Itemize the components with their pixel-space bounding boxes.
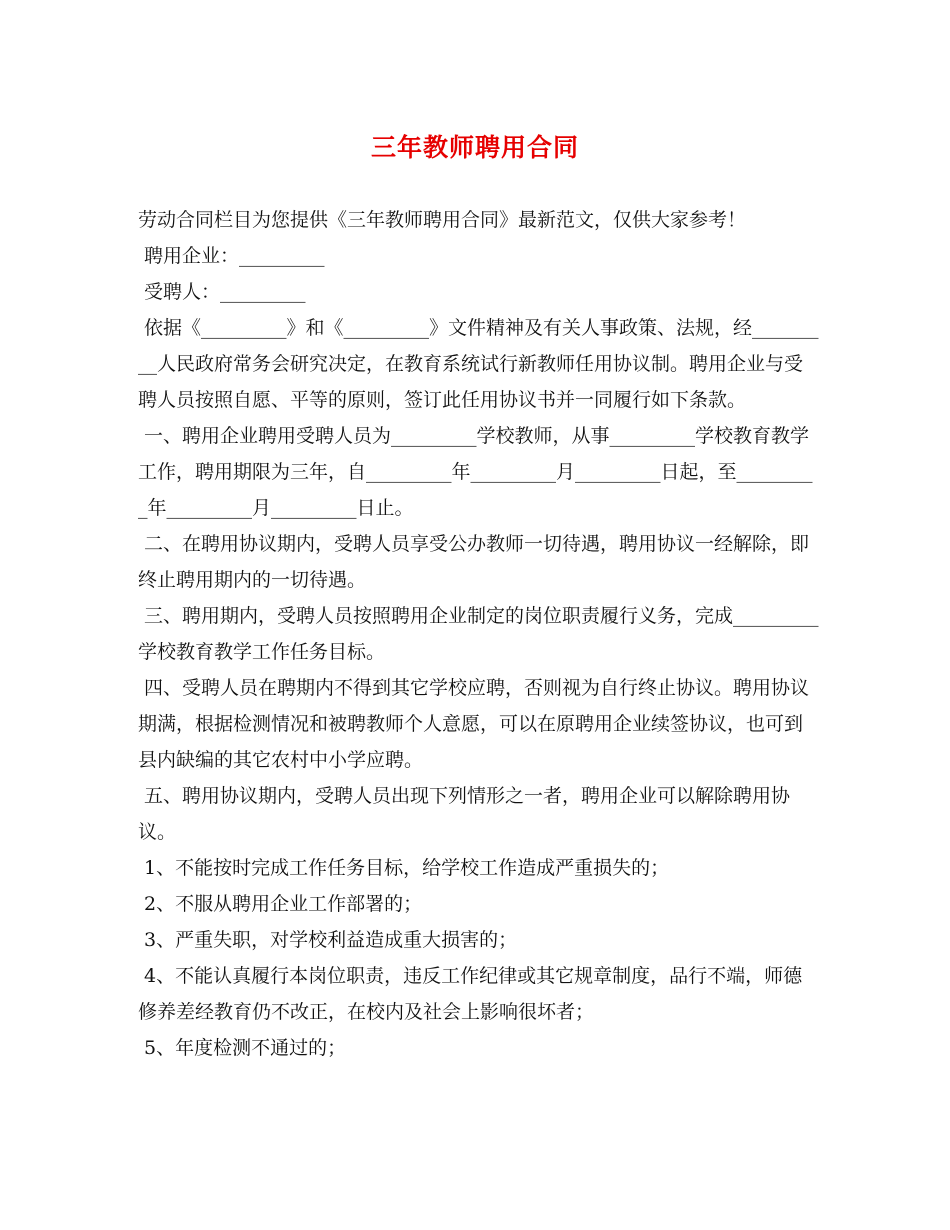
document-title: 三年教师聘用合同 — [370, 133, 579, 162]
list-item-3: 3、严重失职，对学校利益造成重大损害的； — [138, 929, 518, 951]
clause-1: 一、聘用企业聘用受聘人员为_________学校教师，从事_________学校教育教学工作，聘用期限为三年，自_________年_________月_________日起，至_________年_________月_________日止。 — [138, 425, 813, 519]
clause-4: 四、受聘人员在聘期内不得到其它学校应聘，否则视为自行终止协议。聘用协议期满，根据检测情况和被聘教师个人意愿，可以在原聘用企业续签协议，也可到县内缺编的其它农村中小学应聘。 — [138, 677, 810, 771]
paragraph-basis: 依据《_________》和《_________》文件精神及有关人事政策、法规，经_________人民政府常务会研究决定，在教育系统试行新教师任用协议制。聘用企业与受聘人员按照自愿、平等的原则，签订此任用协议书并一同履行如下条款。 — [138, 317, 819, 411]
paragraph-employer: 聘用企业：_________ — [138, 245, 325, 267]
list-item-2: 2、不服从聘用企业工作部署的； — [138, 893, 423, 915]
list-item-5: 5、年度检测不通过的； — [138, 1037, 347, 1059]
list-item-1: 1、不能按时完成工作任务目标，给学校工作造成严重损失的； — [138, 857, 670, 879]
clause-2: 二、在聘用协议期内，受聘人员享受公办教师一切待遇，聘用协议一经解除，即终止聘用期内的一切待遇。 — [138, 533, 810, 591]
clause-3: 三、聘用期内，受聘人员按照聘用企业制定的岗位职责履行义务，完成_________学校教育教学工作任务目标。 — [138, 605, 819, 663]
document-body — [138, 202, 820, 1066]
clause-5: 五、聘用协议期内，受聘人员出现下列情形之一者，聘用企业可以解除聘用协议。 — [138, 785, 791, 843]
paragraph-intro: 劳动合同栏目为您提供《三年教师聘用合同》最新范文，仅供大家参考！ — [138, 209, 747, 231]
list-item-4: 4、不能认真履行本岗位职责，违反工作纪律或其它规章制度，品行不端，师德修养差经教育仍不改正，在校内及社会上影响很坏者； — [138, 965, 803, 1023]
paragraph-employee: 受聘人：_________ — [138, 281, 306, 303]
